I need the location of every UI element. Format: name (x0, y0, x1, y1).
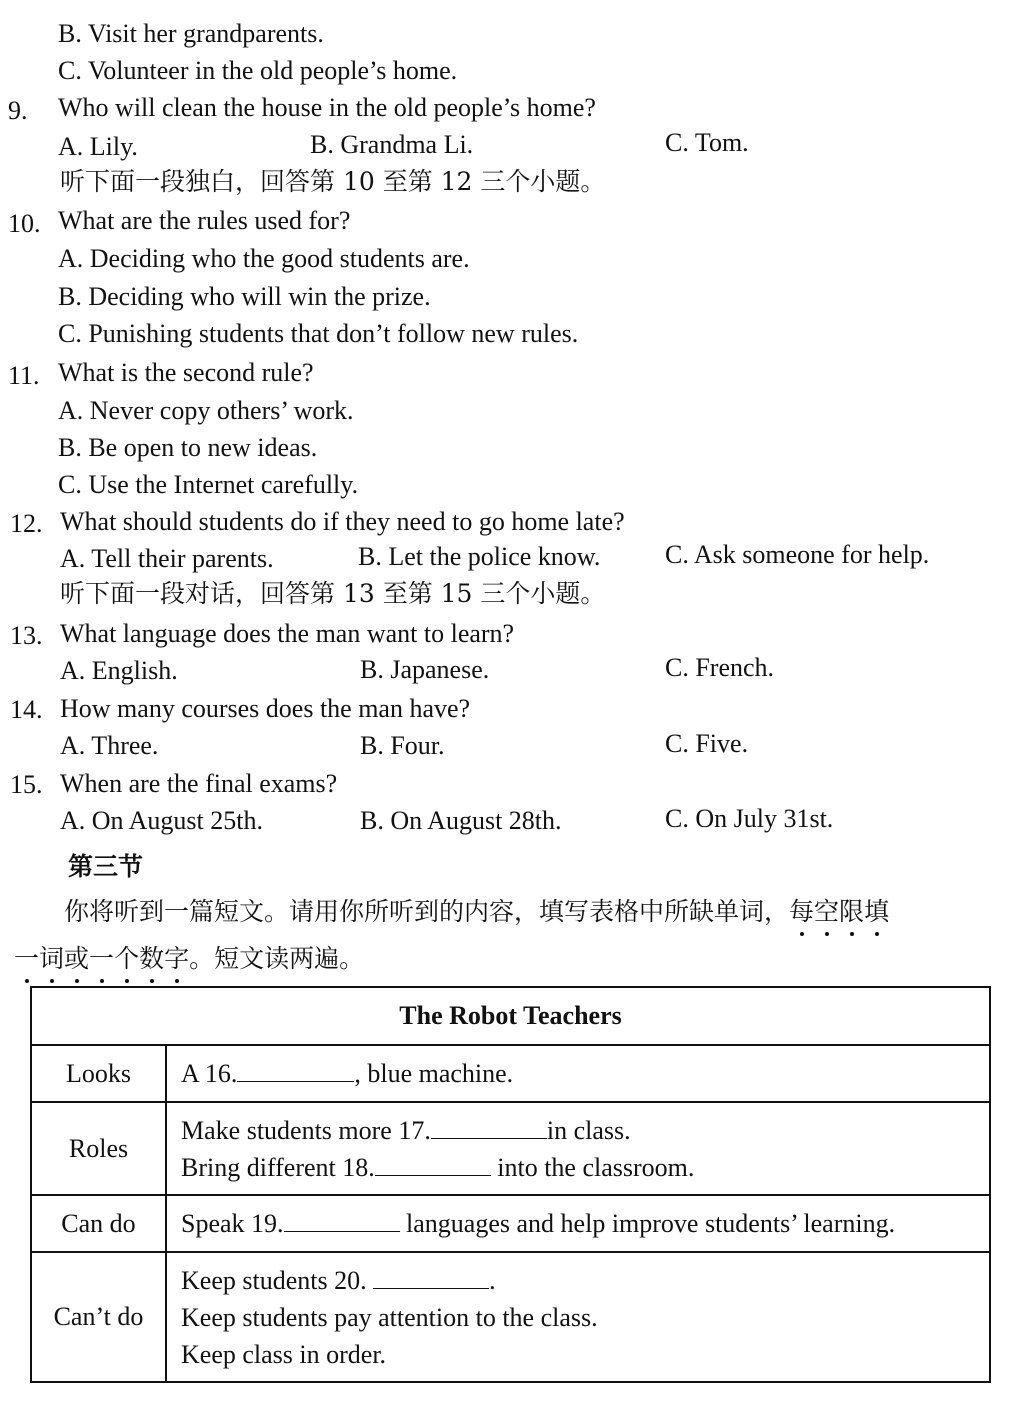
q9-question: Who will clean the house in the old people’s home? (58, 93, 596, 122)
q15-number: 15. (10, 770, 43, 799)
q12-number: 12. (10, 509, 43, 538)
q10-question: What are the rules used for? (58, 206, 351, 235)
section3-instruction-part2: 。短文读两遍。 (189, 944, 365, 973)
emphasis-char: 个 (114, 944, 140, 973)
section3-heading: 第三节 (68, 852, 144, 881)
text: , blue machine. (354, 1059, 514, 1088)
text: Bring different 18. (181, 1152, 375, 1182)
q13-number: 13. (10, 621, 43, 650)
q9-option-a: A. Lily. (58, 132, 138, 161)
row-content-looks (166, 1045, 990, 1102)
table-row-cant-do (31, 1252, 990, 1382)
emphasis-char: 一 (14, 944, 40, 973)
q10-option-b: B. Deciding who will win the prize. (58, 282, 431, 311)
q8-option-b: B. Visit her grandparents. (58, 19, 324, 48)
blank-19[interactable] (284, 1209, 400, 1232)
q9-option-c: C. Tom. (665, 128, 749, 157)
row-content-roles (166, 1102, 990, 1195)
text: Speak 19. (181, 1209, 284, 1238)
q14-option-a: A. Three. (60, 731, 159, 760)
emphasis-char: 空 (814, 897, 840, 926)
q14-number: 14. (10, 695, 43, 724)
text: into the classroom. (490, 1152, 695, 1182)
emphasis-char: 限 (839, 897, 865, 926)
q8-option-c: C. Volunteer in the old people’s home. (58, 56, 458, 85)
row-label-roles: Roles (31, 1102, 166, 1195)
emphasis-char: 数 (139, 944, 165, 973)
table-row-looks (31, 1045, 990, 1102)
q10-option-a: A. Deciding who the good students are. (58, 244, 470, 273)
text: in class. (546, 1115, 631, 1145)
text: . (489, 1265, 496, 1295)
q12-question: What should students do if they need to go home late? (60, 507, 625, 536)
row-label-cant-do: Can’t do (31, 1252, 166, 1382)
blank-16[interactable] (237, 1059, 354, 1082)
emphasis-char: 一 (89, 944, 115, 973)
q11-option-c: C. Use the Internet carefully. (58, 470, 359, 499)
blank-18[interactable] (375, 1153, 491, 1176)
q15-option-a: A. On August 25th. (60, 806, 263, 835)
table-row-can-do (31, 1195, 990, 1252)
q15-option-b: B. On August 28th. (360, 806, 562, 835)
q11-option-a: A. Never copy others’ work. (58, 396, 354, 425)
row-label-can-do: Can do (31, 1195, 166, 1252)
instruction-10-12: 听下面一段独白，回答第 10 至第 12 三个小题。 (60, 167, 606, 196)
text: A 16. (181, 1059, 238, 1088)
q9-option-b: B. Grandma Li. (310, 130, 474, 159)
row-content-can-do (166, 1195, 990, 1252)
q13-question: What language does the man want to learn? (60, 619, 515, 648)
q9-number: 9. (8, 96, 28, 125)
q12-option-c: C. Ask someone for help. (665, 540, 930, 569)
q13-option-c: C. French. (665, 653, 775, 682)
q12-option-b: B. Let the police know. (358, 542, 601, 571)
row-label-looks: Looks (31, 1045, 166, 1102)
section3-dotted-emphasis-2 (14, 944, 189, 973)
emphasis-char: 填 (864, 897, 890, 926)
q15-question: When are the final exams? (60, 769, 338, 798)
text: Make students more 17. (181, 1115, 431, 1145)
q14-option-c: C. Five. (665, 729, 749, 758)
table-title: The Robot Teachers (31, 987, 990, 1045)
robot-teachers-table (30, 986, 991, 1383)
emphasis-char: 词 (39, 944, 65, 973)
emphasis-char: 或 (64, 944, 90, 973)
instruction-13-15: 听下面一段对话，回答第 13 至第 15 三个小题。 (60, 579, 606, 608)
cant-do-line-2: Keep students pay attention to the class. (181, 1302, 598, 1332)
q13-option-a: A. English. (60, 656, 178, 685)
emphasis-char: 字 (164, 944, 190, 973)
q11-number: 11. (8, 361, 40, 390)
q14-option-b: B. Four. (360, 731, 445, 760)
q11-question: What is the second rule? (58, 358, 314, 387)
section3-dotted-emphasis-1 (789, 897, 889, 926)
table-title-row (31, 987, 990, 1045)
section3-instruction-part1: 你将听到一篇短文。请用你所听到的内容，填写表格中所缺单词， (64, 897, 790, 926)
table-row-roles (31, 1102, 990, 1195)
text: Keep students 20. (181, 1265, 374, 1295)
q13-option-b: B. Japanese. (360, 655, 490, 684)
q14-question: How many courses does the man have? (60, 694, 471, 723)
q15-option-c: C. On July 31st. (665, 804, 834, 833)
emphasis-char: 每 (789, 897, 815, 926)
q12-option-a: A. Tell their parents. (60, 544, 274, 573)
q10-number: 10. (8, 209, 41, 238)
row-content-cant-do (166, 1252, 990, 1382)
section3-instruction-line2 (14, 943, 364, 975)
q10-option-c: C. Punishing students that don’t follow new rules. (58, 319, 579, 348)
section3-instruction-line1 (64, 896, 889, 928)
q11-option-b: B. Be open to new ideas. (58, 433, 318, 462)
blank-17[interactable] (431, 1116, 547, 1139)
cant-do-line-3: Keep class in order. (181, 1339, 387, 1369)
blank-20[interactable] (373, 1266, 489, 1289)
text: languages and help improve students’ learning. (399, 1209, 896, 1238)
